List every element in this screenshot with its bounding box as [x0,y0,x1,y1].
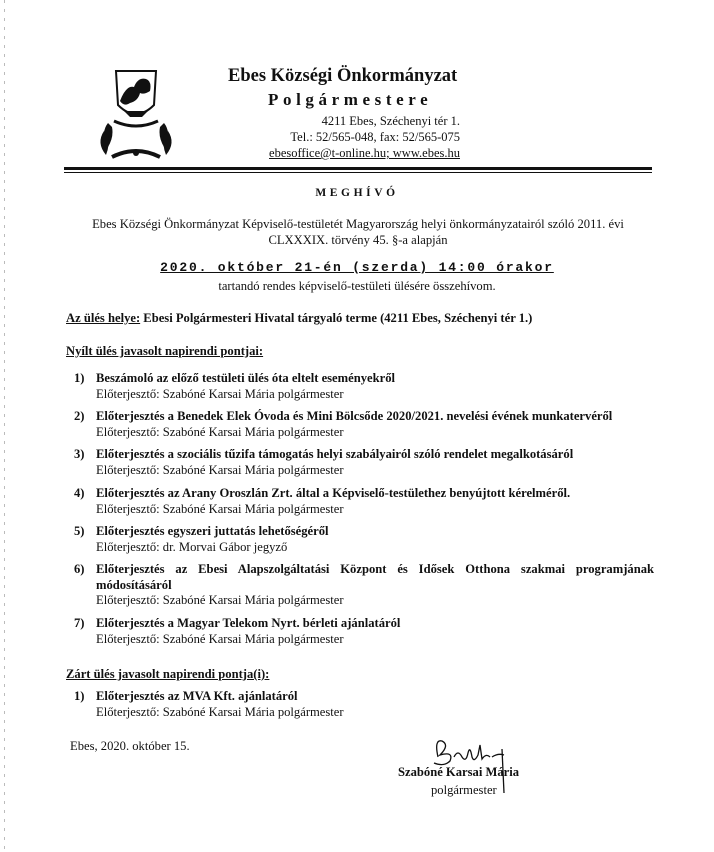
signer-name: Szabóné Karsai Mária [398,765,520,779]
venue-label: Az ülés helye: [66,311,141,325]
item-title: Előterjesztés az MVA Kft. ajánlatáról [96,689,298,703]
item-presenter: Előterjesztő: Szabóné Karsai Mária polgármester [96,593,344,607]
agenda-item [74,524,654,555]
item-number: 1) [74,371,85,385]
signer-role: polgármester [431,783,497,797]
item-number: 2) [74,409,85,423]
item-number: 7) [74,616,85,630]
item-presenter: Előterjesztő: Szabóné Karsai Mária polgármester [96,424,344,439]
item-title: Előterjesztés a Benedek Elek Óvoda és Mini Bölcsőde 2020/2021. nevelési évének munkatervéről [96,409,613,423]
item-number: 6) [74,562,85,576]
item-number: 4) [74,486,85,500]
item-presenter: Előterjesztő: Szabóné Karsai Mária polgármester [96,462,344,477]
item-presenter: Előterjesztő: Szabóné Karsai Mária polgármester [96,386,344,401]
venue-value: Ebesi Polgármesteri Hivatal tárgyaló terme (4211 Ebes, Széchenyi tér 1.) [140,311,533,325]
item-number: 3) [74,447,85,461]
item-presenter: Előterjesztő: Szabóné Karsai Mária polgármester [96,704,344,719]
open-session-heading: Nyílt ülés javasolt napirendi pontjai: [66,344,264,358]
item-presenter: Előterjesztő: dr. Morvai Gábor jegyző [96,539,288,554]
item-presenter: Előterjesztő: Szabóné Karsai Mária polgármester [96,501,344,516]
scan-edge-line [4,0,5,852]
item-presenter: Előterjesztő: Szabóné Karsai Mária polgármester [96,631,344,646]
agenda-item [74,562,654,609]
header-rule-thick [64,167,652,170]
convene-text: tartandó rendes képviselő-testületi ülésére összehívom. [218,279,496,293]
contact-links[interactable]: ebesoffice@t-online.hu; www.ebes.hu [269,146,460,160]
agenda-item [74,486,654,517]
coat-of-arms-icon [94,65,178,161]
venue [66,311,532,326]
contacts [228,146,460,161]
item-number: 1) [74,689,85,703]
document-title: MEGHÍVÓ [315,187,399,199]
meeting-datetime: 2020. október 21-én (szerda) 14:00 órakor [160,260,554,275]
address: 4211 Ebes, Széchenyi tér 1. [321,114,460,128]
agenda-item [74,371,654,402]
item-title: Előterjesztés a szociális tűzifa támogatás helyi szabályairól szóló rendelet megalkotásáról [96,447,574,461]
item-title: Előterjesztés az Arany Oroszlán Zrt. által a Képviselő-testülethez benyújtott kérelméről. [96,486,571,500]
item-number: 5) [74,524,85,538]
mayor-title: Polgármestere [268,90,433,109]
place-and-date: Ebes, 2020. október 15. [70,739,190,753]
phone-fax: Tel.: 52/565-048, fax: 52/565-075 [290,130,460,144]
item-title: Előterjesztés a Magyar Telekom Nyrt. bérleti ajánlatáról [96,616,401,630]
item-title: Előterjesztés az Ebesi Alapszolgáltatási Központ és Idősek Otthona szakmai programjának módosításáról [96,562,654,592]
agenda-item [74,689,654,720]
intro-text: Ebes Községi Önkormányzat Képviselő-testületét Magyarország helyi önkormányzatairól szóló 2011. évi CLXXXIX. törvény 45. §-a alapján [92,217,624,247]
header-rule-thin [64,172,652,173]
agenda-item [74,447,654,478]
item-title: Előterjesztés egyszeri juttatás lehetőségéről [96,524,329,538]
organization-name: Ebes Községi Önkormányzat [228,66,458,86]
item-title: Beszámoló az előző testületi ülés óta eltelt eseményekről [96,371,396,385]
closed-session-heading: Zárt ülés javasolt napirendi pontja(i): [66,667,270,681]
agenda-item [74,409,654,440]
agenda-item [74,616,654,647]
